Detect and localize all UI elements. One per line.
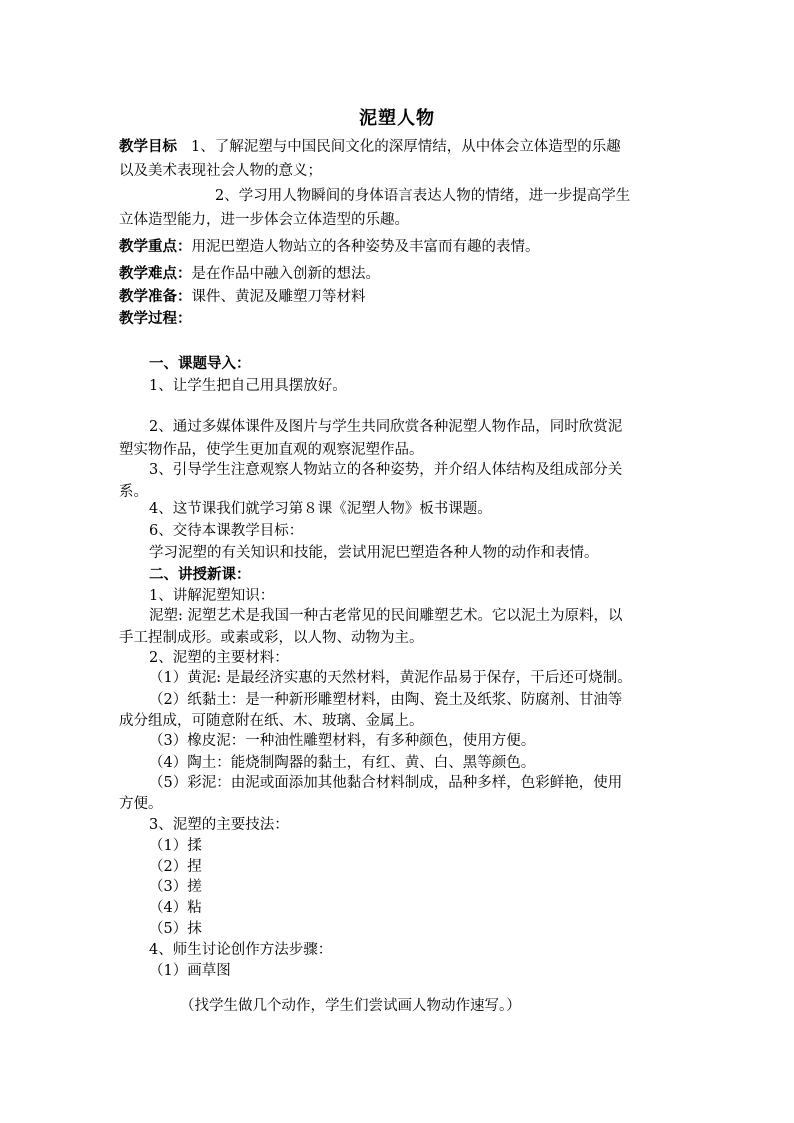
key-points: 教学重点：用泥巴塑造人物站立的各种姿势及丰富而有趣的表情。	[119, 238, 540, 255]
section2-k4: 4、师生讨论创作方法步骤：	[149, 942, 333, 958]
material-4: （4）陶土：能烧制陶器的黏土，有红、黄、白、黑等颜色。	[149, 755, 536, 771]
section2-k1a: 泥塑: 泥塑艺术是我国一种古老常见的民间雕塑艺术。它以泥土为原料，以	[149, 608, 623, 624]
difficulties: 教学难点：是在作品中融入创新的想法。	[119, 265, 380, 282]
section1-heading: 一、课题导入：	[149, 355, 251, 372]
step-1: （1）画草图	[149, 963, 231, 979]
objectives-line-3: 2、学习用人物瞬间的身体语言表达人物的情绪，进一步提高学生	[215, 188, 631, 204]
section1-item-2a: 2、通过多媒体课件及图片与学生共同欣赏各种泥塑人物作品，同时欣赏泥	[149, 419, 623, 435]
section2-k2: 2、泥塑的主要材料：	[149, 650, 289, 666]
objectives-line-1: 教学目标 1、了解泥塑与中国民间文化的深厚情结，从中体会立体造型的乐趣	[119, 138, 621, 155]
section1-item-4: 4、这节课我们就学习第８课《泥塑人物》板书课题。	[149, 501, 492, 517]
objectives-label: 教学目标	[119, 138, 177, 155]
material-2b: 成分组成，可随意附在纸、木、玻璃、金属上。	[119, 713, 424, 729]
section1-item-6: 6、交待本课教学目标：	[149, 523, 304, 539]
objectives-line-2: 以及美术表现社会人物的意义；	[119, 163, 322, 179]
section1-item-3a: 3、引导学生注意观察人物站立的各种姿势，并介绍人体结构及组成部分关	[149, 462, 623, 478]
section1-item-3b: 系。	[119, 484, 148, 500]
section2-k1b: 手工捏制成形。或素或彩，以人物、动物为主。	[119, 630, 424, 646]
process-label: 教学过程：	[119, 310, 192, 327]
material-5b: 方便。	[119, 796, 163, 812]
technique-3: （3）搓	[149, 879, 202, 895]
section1-item-2b: 塑实物作品，使学生更加直观的观察泥塑作品。	[119, 442, 424, 458]
objectives-line-4: 立体造型能力，进一步体会立体造型的乐趣。	[119, 212, 409, 228]
material-1: （1）黄泥: 是最经济实惠的天然材料，黄泥作品易于保存，干后还可烧制。	[149, 670, 632, 686]
preparation: 教学准备：课件、黄泥及雕塑刀等材料	[119, 288, 366, 305]
step-1-note: （找学生做几个动作，学生们尝试画人物动作速写。）	[180, 998, 521, 1014]
material-5a: （5）彩泥：由泥或面添加其他黏合材料制成，品种多样，色彩鲜艳，使用	[149, 775, 623, 791]
material-3: （3）橡皮泥：一种油性雕塑材料，有多种颜色，使用方便。	[149, 733, 536, 749]
material-2a: （2）纸黏土：是一种新形雕塑材料，由陶、瓷土及纸浆、防腐剂、甘油等	[149, 692, 623, 708]
section2-k1: 1、讲解泥塑知识：	[149, 588, 275, 604]
section1-item-1: 1、让学生把自己用具摆放好。	[149, 378, 347, 394]
technique-4: （4）粘	[149, 900, 202, 916]
technique-2: （2）捏	[149, 859, 202, 875]
section2-k3: 3、泥塑的主要技法：	[149, 817, 289, 833]
technique-5: （5）抹	[149, 921, 202, 937]
page-title: 泥塑人物	[359, 108, 435, 129]
section2-heading: 二、讲授新课：	[149, 566, 251, 583]
section1-goal: 学习泥塑的有关知识和技能，尝试用泥巴塑造各种人物的动作和表情。	[149, 545, 599, 561]
technique-1: （1）揉	[149, 838, 202, 854]
